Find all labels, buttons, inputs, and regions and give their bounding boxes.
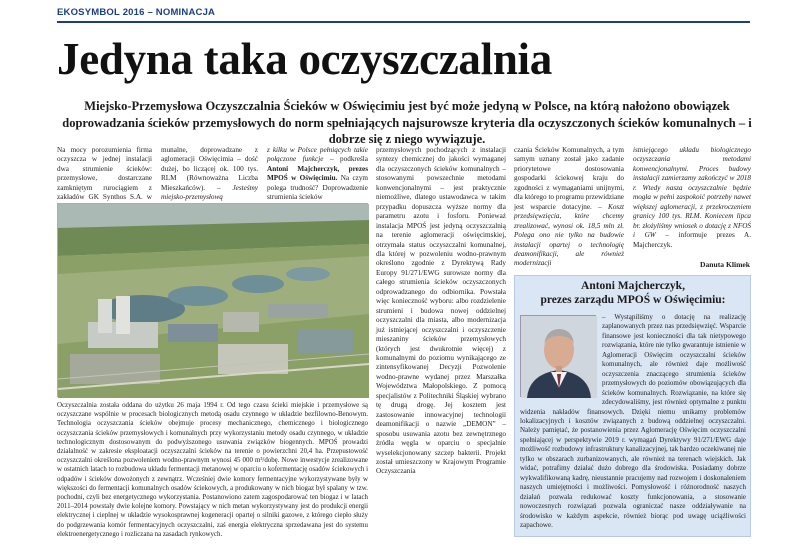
interview-text: – Wystąpiliśmy o dotację na realizację zaplanowanych przez nas przedsięwzięć. Wsparcie finansowe jest konieczności dla tak nietypowego rozwiązania, które nie tylko gwarantuje istnienie w Aglomeracji Oświęcim oczyszczalni ścieków komunalnych, ale również daje możliwość oczyszczenia znaczącego strumienia ścieków przemysłowych do poziomów obowiązujących dla ścieków komunalnych. Rozwiązanie, na które się zdecydowaliśmy, jest również optymalne z punktu widzenia nakładów finansowych. Dzięki niemu unikamy problemów lokalizacyjnych i kosztów związanych z budową oddzielnej oczyszczalni. Należy pamiętać, że postanowienia przez Aglomerację Oświęcim oczyszczalni spełniającej w perspektywie 2019 r. wymagań Dyrektywy 91/271/EWG daje możliwość rozbudowy infrastruktury kanalizacyjnej, tak bardzo oczekiwanej nie tylko w obszarach zurbanizowanych, ale również na terenach wiejskich. Jak widać, potrafimy działać dużo dobrego dla środowiska. Posiadamy dobrze wykwalifikowaną kadrę, nieustannie pracujemy nad rozwojem i doskonaleniem naszych umiejętności i możliwości. Pomysłowość i różnorodność naszych działań pozwala redukować koszty funkcjonowania, a stosowanie nowoczesnych rozwiązań pozwala ograniczać nasze oddziaływanie na środowisko w każdym aspekcie, również biorąc pod uwagę uciążliwości zapachowe. xyxy=(520,313,746,529)
interview-name: Antoni Majcherczyk, xyxy=(581,280,685,292)
column-3-text: – podkreśla xyxy=(329,155,368,164)
column-4 xyxy=(376,146,506,542)
column-6 xyxy=(633,146,751,258)
photo-caption: Oczyszczalnia została oddana do użytku 26 maja 1994 r. Od tego czasu ścieki miejskie i przemysłowe są oczyszczane wspólnie w procesach biologicznych metodą osadu czynnego w układzie bezfilowno-Benowym. Technologia oczyszczania ścieków obejmuje procesy mechanicznego, chemicznego i biologicznego oczyszczania ścieków przemysłowych i komunalnych przy wykorzystaniu metody osadu czynnego, w układzie technologicznym dostosowanym do podwyższonego usuwania związków biogennych. MPOŚ prowadzi działalność w zakresie eksploatacji oczyszczalni ścieków na terenie o powierzchni 20,4 ha. Przepustowość oczyszczalni określona pozwoleniem wodno-prawnym wynosi 45 000 m³/dobę. Nowe inwestycje zrealizowane w ostatnich latach to rozbudowa układu fermentacji metanowej w oparciu o kofermentację osadów ściekowych i odpadów i ścieków dowożonych z zewnątrz. Wcześniej dwie komory fermentacyjne wykorzystywane były w większości do fermentacji komunalnych osadów ściekowych, a produkowany w nich biogaz był spalany w tzw. pochodni, czyli bez energetycznego wykorzystania. Postanowiono zatem zagospodarować ten biogaz i w latach 2011–2014 powstały dwie kolejne komory. Powstający w nich metan wykorzystywany jest do produkcji energii elektrycznej i cieplnej w układzie wysokosprawnej kogeneracji opartej o silniki gazowe, z którego ciepło służy do podgrzewania komór fermentacyjnych oczyszczalni, zaś energia elektryczna sprzedawana jest do systemu elektroenergetycznego i rozliczana na zasadach rynkowych. xyxy=(57,402,368,538)
column-1-text: Na mocy porozumienia firma oczyszcza w jednej instalacji dwa strumienie ścieków: przemysłowe, dostarczane zamkniętym rurociągiem z zakładów GK Synthos S.A. w xyxy=(57,146,152,202)
interview-body xyxy=(520,313,746,535)
article-lead: Miejsko-Przemysłowa Oczyszczalnia Ścieków w Oświęcimiu jest być może jedyną w Polsce, na którą nałożono obowiązek doprowadzania ścieków przemysłowych do norm spełniających najsurowsze kryteria dla oczyszczonych ścieków komunalnych – i dobrze się z niego wywiązuje. xyxy=(62,99,752,146)
section-tag: EKOSYMBOL 2016 – NOMINACJA xyxy=(57,7,216,18)
column-5-text: czania Ścieków Komunalnych, a tym samym uznany został jako zadanie priorytetowe dostosowania gospodarki ściekowej kraju do zgodności z wymaganiami unijnymi, dla którego to programu przewidziane jest wsparcie dotacyjne. xyxy=(514,146,624,211)
header-rule xyxy=(57,21,750,23)
column-3-speaker: Antoni Majcherczyk, prezes MPOŚ w Oświęcimiu. xyxy=(267,164,368,183)
portrait-icon xyxy=(521,316,597,398)
aerial-plant-photo-icon xyxy=(58,204,369,398)
column-1 xyxy=(57,146,152,202)
column-5 xyxy=(514,146,624,272)
column-5-quote: – Koszt przedsięwzięcia, które chcemy zrealizować, wynosi ok. 18,5 mln zł. Polega ono nie tylko na budowie instalacji opartej o technologię deamonifikacji, ale również modernizacji xyxy=(514,202,625,268)
column-4-text: przemysłowych pochodzących z instalacji syntezy chemicznej do jakości wymaganej dla oczyszczonych ścieków komunalnych – stosowanymi powszechnie metodami konwencjonalnymi – jest praktycznie niemożliwe, dlatego ustawodawca w takim przypadku dopuszcza wyższe normy dla parametru azotu i fosforu. Ponieważ instalacja MPOŚ jest jedyną oczyszczalnią na terenie aglomeracji oświęcimskiej, otrzymała status oczyszczalni komunalnej, dla której w pozwoleniu wodno-prawnym określono zgodnie z Dyrektywą Rady Europy 91/271/EWG surowsze normy dla całego strumienia ścieków oczyszczonych odprowadzanego do odbiornika. Powstała więc konieczność wyboru: albo rozdzielenie strumieni i budowa nowej oddzielnej oczyszczalni dla miasta, albo modernizacja już istniejącej oczyszczalni i oczyszczenie mieszaniny ścieków przemysłowych (których jest dwukrotnie więcej) z komunalnymi do poziomu wynikającego ze zintensyfikowanej Decyzji Pozwolenie wodno-prawne wydanej przez Marszałka Województwa Małopolskiego. Z pomocą specjalistów z Politechniki Śląskiej wybrano tę drugą drogę. Jej kosztem jest zastosowanie innowacyjnej technologii deamonifikacji o nazwie „DEMON” – sposobu usuwania azotu bez zewnętrznego źródła węgla w oparciu o specjalnie wyselekcjonowany szczep bakterii. Projekt został umieszczony w Krajowym Programie Oczyszczania xyxy=(376,146,506,476)
column-2-quote: – Jesteśmy miejsko-przemysłową xyxy=(161,183,258,202)
article-title: Jedyna taka oczyszczalnia xyxy=(57,34,552,84)
column-2 xyxy=(161,146,258,202)
author-signature: Danuta Klimek xyxy=(700,260,750,269)
column-3-text-2: Na czym polega trudność? Doprowadzenie strumienia ścieków xyxy=(267,174,369,202)
interview-role: prezes zarządu MPOŚ w Oświęcimiu: xyxy=(540,293,726,306)
interview-heading xyxy=(522,280,744,307)
column-3-quote: z kilku w Polsce pełniących takie połączone funkcje xyxy=(267,146,368,164)
portrait-photo xyxy=(520,315,596,397)
column-3 xyxy=(267,146,368,202)
aerial-plant-photo xyxy=(57,203,368,397)
column-2-text: munalne, doprowadzane z aglomeracji Oświęcimia – dość dużej, bo liczącej ok. 100 tys. RLM (Równoważna Liczba Mieszkańców). xyxy=(161,146,258,192)
column-6-text: – informuje prezes A. Majcherczyk. xyxy=(633,231,751,249)
column-6-quote: istniejącego układu biologicznego oczyszczania metodami konwencjonalnymi. Proces budowy instalacji zamierzamy zakończyć w 2018 r. Wtedy nasza oczyszczalnie będzie mogła w pełni zaspokoić potrzeby nawet większej aglomeracji, z przekroczeniem granicy 100 tys. RLM. Koniecem lipca br. złożyliśmy wniosek o dotację z NFOŚ i GW xyxy=(633,146,751,240)
